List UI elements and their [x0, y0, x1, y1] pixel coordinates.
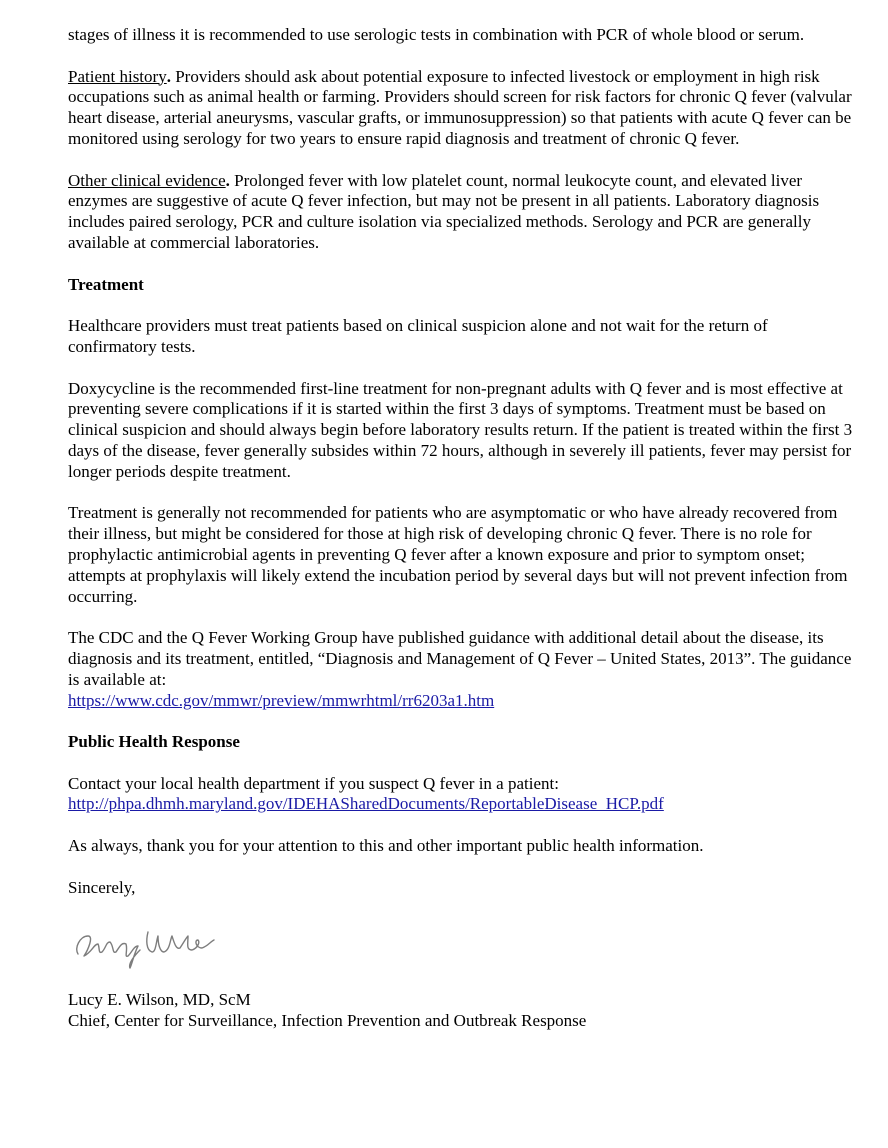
treatment-paragraph-3: Treatment is generally not recommended for patients who are asymptomatic or who have already recovered from their illness, but might be considered for those at high risk of developing chronic Q fever. There is no role for prophylactic antimicrobial agents in preventing Q fever after a known exposure and prior to symptom onset; attempts at prophylaxis will likely extend the incubation period by several days but will not prevent infection from occurring. [68, 503, 848, 606]
signature-icon [68, 912, 238, 970]
treatment-paragraph-1: Healthcare providers must treat patients based on clinical suspicion alone and not wait for the return of confirmatory tests. [68, 316, 768, 356]
salutation: Sincerely, [68, 877, 136, 897]
other-evidence-paragraph [68, 171, 858, 254]
closing-paragraph: As always, thank you for your attention to this and other important public health information. [68, 836, 704, 856]
guidance-link[interactable]: https://www.cdc.gov/mmwr/preview/mmwrhtml/rr6203a1.htm [68, 690, 495, 710]
other-evidence-text: Prolonged fever with low platelet count, normal leukocyte count, and elevated liver enzymes are suggestive of acute Q fever infection, but may not be present in all patients. Laboratory diagnosis includes paired serology, PCR and culture isolation via specialized methods. Serology and PCR are generally available at commercial laboratories. [68, 170, 820, 252]
contact-text: Contact your local health department if you suspect Q fever in a patient: [68, 773, 559, 793]
signer-name: Lucy E. Wilson, MD, ScM [68, 990, 251, 1010]
contact-paragraph [68, 774, 858, 816]
treatment-paragraph-4 [68, 628, 858, 711]
public-health-heading: Public Health Response [68, 732, 240, 752]
treatment-paragraph-2: Doxycycline is the recommended first-line treatment for non-pregnant adults with Q fever and is most effective at preventing severe complications if it is started within the first 3 days of symptoms. Treatment must be based on clinical suspicion and should always begin before laboratory results return. If the patient is treated within the first 3 days of the disease, fever generally subsides within 72 hours, although in severely ill patients, fever may persist for longer periods despite treatment. [68, 378, 853, 481]
letter-body [68, 25, 858, 1032]
other-evidence-label: Other clinical evidence [68, 170, 226, 190]
reportable-disease-link[interactable]: http://phpa.dhmh.maryland.gov/IDEHASharedDocuments/ReportableDisease_HCP.pdf [68, 794, 664, 814]
treatment-heading: Treatment [68, 274, 144, 294]
signature-image [68, 908, 858, 978]
other-evidence-period: . [225, 170, 230, 190]
patient-history-label: Patient history [68, 66, 167, 86]
patient-history-period: . [166, 66, 171, 86]
intro-paragraph: stages of illness it is recommended to use serologic tests in combination with PCR of whole blood or serum. [68, 25, 805, 44]
signer-title: Chief, Center for Surveillance, Infection Prevention and Outbreak Response [68, 1011, 587, 1031]
patient-history-paragraph [68, 67, 858, 150]
patient-history-text: Providers should ask about potential exposure to infected livestock or employment in high risk occupations such as animal health or farming. Providers should screen for risk factors for chronic Q fever (valvular heart disease, arterial aneurysms, vascular grafts, or immunosuppression) so that patients with acute Q fever can be monitored using serology for two years to ensure rapid diagnosis and treatment of chronic Q fever. [68, 66, 852, 148]
guidance-text: The CDC and the Q Fever Working Group have published guidance with additional detail about the disease, its diagnosis and its treatment, entitled, “Diagnosis and Management of Q Fever – United States, 2013”. The guidance is available at: [68, 628, 852, 689]
